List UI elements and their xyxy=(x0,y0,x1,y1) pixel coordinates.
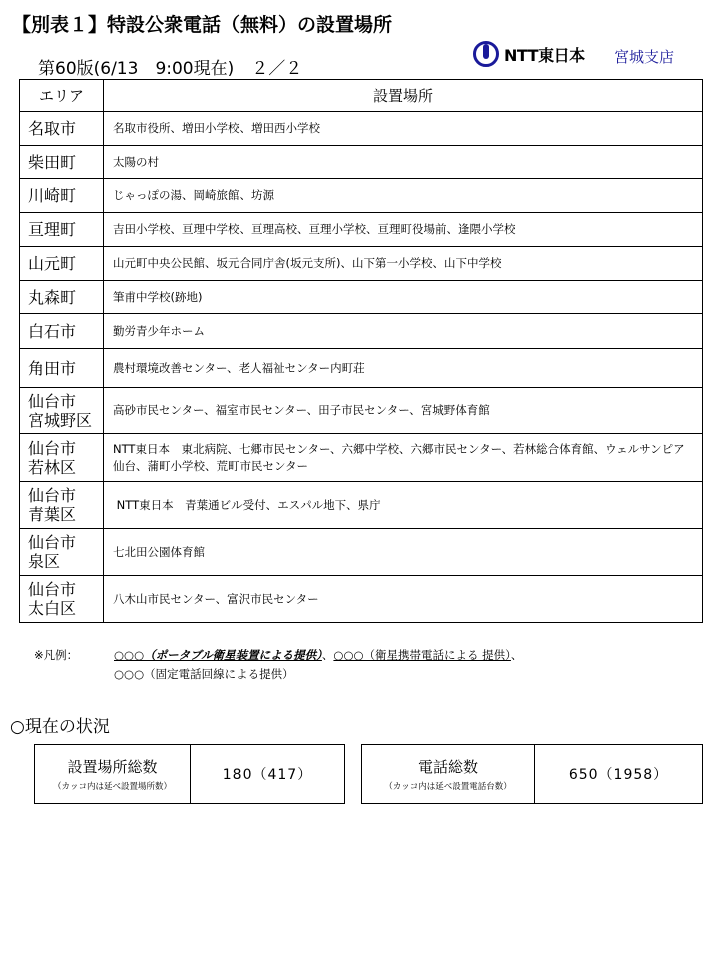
table-row xyxy=(20,213,703,247)
table-row xyxy=(20,314,703,349)
status-heading: ○現在の状況 xyxy=(10,717,110,737)
legend-fixed: ○○○（固定電話回線による提供） xyxy=(114,667,294,681)
location-cell: 筆甫中学校(跡地) xyxy=(104,281,703,314)
area-cell: 川崎町 xyxy=(20,179,104,213)
table-row xyxy=(20,247,703,281)
table-row xyxy=(20,529,703,576)
location-cell: 名取市役所、増田小学校、増田西小学校 xyxy=(104,112,703,146)
location-count-label: 設置場所総数 xyxy=(67,758,158,776)
phone-count-note: （カッコ内は延べ設置電話台数） xyxy=(384,782,512,792)
location-cell: 農村環境改善センター、老人福祉センター内町荘 xyxy=(104,349,703,388)
table-header-row xyxy=(20,80,703,112)
location-cell: NTT東日本 青葉通ビル受付、エスパル地下、県庁 xyxy=(104,482,703,529)
location-count-value: 180（417） xyxy=(222,767,313,783)
location-table xyxy=(19,79,703,623)
phone-count-caption xyxy=(362,745,535,803)
table-row xyxy=(20,179,703,213)
logo-text: NTT東日本 xyxy=(504,45,585,65)
legend-line-1 xyxy=(114,646,522,665)
table-row xyxy=(20,146,703,179)
table-row xyxy=(20,434,703,482)
location-cell: 高砂市民センター、福室市民センター、田子市民センター、宮城野体育館 xyxy=(104,388,703,434)
location-count-box xyxy=(34,744,345,804)
branch-name: 宮城支店 xyxy=(614,48,675,66)
area-cell: 名取市 xyxy=(20,112,104,146)
legend-mobile: ○○○（衛星携帯電話による 提供） xyxy=(333,648,511,662)
column-header-location: 設置場所 xyxy=(104,80,703,112)
table-row xyxy=(20,482,703,529)
area-cell: 角田市 xyxy=(20,349,104,388)
area-cell: 仙台市 若林区 xyxy=(20,434,104,482)
area-cell: 山元町 xyxy=(20,247,104,281)
legend-separator: 、 xyxy=(510,648,523,662)
ntt-logo xyxy=(472,40,585,68)
table-row xyxy=(20,281,703,314)
legend-satellite: ○○○（ポータブル衛星装置による提供） xyxy=(114,648,322,662)
location-cell: 吉田小学校、亘理中学校、亘理高校、亘理小学校、亘理町役場前、逢隈小学校 xyxy=(104,213,703,247)
table-row xyxy=(20,349,703,388)
area-cell: 柴田町 xyxy=(20,146,104,179)
ntt-logo-icon xyxy=(472,40,500,68)
area-cell: 丸森町 xyxy=(20,281,104,314)
location-cell: 八木山市民センター、富沢市民センター xyxy=(104,576,703,623)
location-cell: じゃっぽの湯、岡崎旅館、坊源 xyxy=(104,179,703,213)
edition-info: 第60版(6/13 9:00現在) ２／２ xyxy=(38,59,303,79)
location-cell: 勤労青少年ホーム xyxy=(104,314,703,349)
area-cell: 白石市 xyxy=(20,314,104,349)
page-title: 【別表１】特設公衆電話（無料）の設置場所 xyxy=(12,14,393,36)
area-cell: 仙台市 青葉区 xyxy=(20,482,104,529)
location-count-note: （カッコ内は延べ設置場所数） xyxy=(53,782,172,792)
area-cell: 仙台市 泉区 xyxy=(20,529,104,576)
location-cell: 太陽の村 xyxy=(104,146,703,179)
table-row xyxy=(20,388,703,434)
legend-separator: 、 xyxy=(321,648,334,662)
phone-count-box xyxy=(361,744,703,804)
phone-count-value: 650（1958） xyxy=(568,767,669,783)
column-header-area: エリア xyxy=(20,80,104,112)
location-cell: 七北田公園体育館 xyxy=(104,529,703,576)
table-row xyxy=(20,576,703,623)
area-cell: 亘理町 xyxy=(20,213,104,247)
location-cell: NTT東日本 東北病院、七郷市民センター、六郷中学校、六郷市民センター、若林総合体育館、ウェルサンピア仙台、蒲町小学校、荒町市民センター xyxy=(104,434,703,482)
legend-label: ※凡例： xyxy=(34,648,79,662)
location-count-caption xyxy=(35,745,191,803)
phone-count-label: 電話総数 xyxy=(417,758,478,776)
location-cell: 山元町中央公民館、坂元合同庁舎(坂元支所)、山下第一小学校、山下中学校 xyxy=(104,247,703,281)
area-cell: 仙台市 宮城野区 xyxy=(20,388,104,434)
table-row xyxy=(20,112,703,146)
area-cell: 仙台市 太白区 xyxy=(20,576,104,623)
